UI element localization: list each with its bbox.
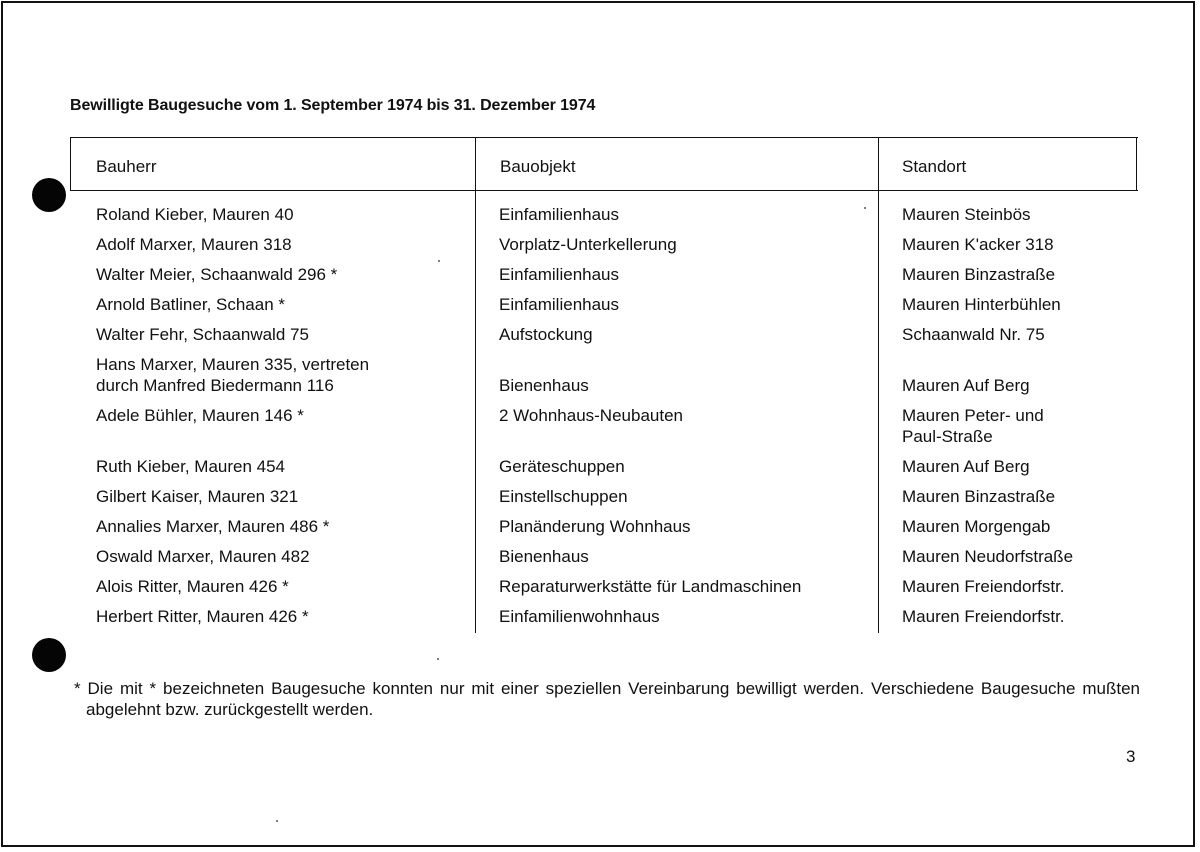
cell-bauherr: Roland Kieber, Mauren 40 bbox=[96, 205, 294, 224]
table-left-rule bbox=[70, 137, 71, 190]
table-row bbox=[70, 546, 1138, 567]
scan-speck bbox=[276, 820, 278, 822]
cell-bauobjekt: 2 Wohnhaus-Neubauten bbox=[499, 406, 683, 425]
cell-standort: Mauren Binzastraße bbox=[902, 265, 1056, 284]
cell-standort: Mauren Hinterbühlen bbox=[902, 295, 1061, 314]
cell-bauobjekt: Einfamilienhaus bbox=[499, 265, 620, 284]
cell-bauobjekt: Aufstockung bbox=[499, 325, 593, 344]
cell-bauherr: Arnold Batliner, Schaan * bbox=[96, 295, 286, 314]
table-row bbox=[70, 324, 1138, 345]
column-header-bauherr: Bauherr bbox=[96, 157, 157, 176]
cell-bauobjekt: Bienenhaus bbox=[499, 547, 589, 566]
cell-standort: Mauren Steinbös bbox=[902, 205, 1031, 224]
column-header-bauobjekt: Bauobjekt bbox=[500, 157, 576, 176]
table-row bbox=[70, 294, 1138, 315]
cell-bauherr: Adele Bühler, Mauren 146 * bbox=[96, 406, 304, 425]
table-row bbox=[70, 486, 1138, 507]
table-header-rule bbox=[70, 190, 1138, 191]
punch-hole-bottom bbox=[32, 638, 66, 672]
scan-speck bbox=[437, 658, 439, 660]
table-body bbox=[70, 204, 1138, 636]
cell-standort: Schaanwald Nr. 75 bbox=[902, 325, 1045, 344]
table-row bbox=[70, 456, 1138, 477]
cell-bauherr: Herbert Ritter, Mauren 426 * bbox=[96, 607, 309, 626]
table-row bbox=[70, 234, 1138, 255]
table-row bbox=[70, 405, 1138, 447]
cell-bauherr: Adolf Marxer, Mauren 318 bbox=[96, 235, 292, 254]
cell-bauobjekt: Vorplatz-Unterkellerung bbox=[499, 235, 677, 254]
cell-bauherr: Walter Fehr, Schaanwald 75 bbox=[96, 325, 309, 344]
table-row bbox=[70, 204, 1138, 225]
table-row bbox=[70, 576, 1138, 597]
cell-bauobjekt: Reparaturwerkstätte für Landmaschinen bbox=[499, 577, 802, 596]
cell-bauobjekt: Einfamilienhaus bbox=[499, 295, 620, 314]
cell-bauherr: Gilbert Kaiser, Mauren 321 bbox=[96, 487, 299, 506]
page-number: 3 bbox=[1126, 747, 1136, 766]
cell-standort: Mauren Binzastraße bbox=[902, 487, 1056, 506]
cell-standort: Mauren Auf Berg bbox=[902, 376, 1030, 395]
cell-bauobjekt: Einfamilienwohnhaus bbox=[499, 607, 660, 626]
cell-bauobjekt: Bienenhaus bbox=[499, 376, 589, 395]
table-row bbox=[70, 354, 1138, 396]
cell-bauobjekt: Einfamilienhaus bbox=[499, 205, 620, 224]
cell-bauherr: Hans Marxer, Mauren 335, vertreten durch Manfred Biedermann 116 bbox=[96, 355, 370, 395]
cell-standort: Mauren Auf Berg bbox=[902, 457, 1030, 476]
footnote: * Die mit * bezeichneten Baugesuche konnten nur mit einer speziellen Vereinbarung bewilligt werden. Verschiedene Baugesuche mußten abgelehnt bzw. zurückgestellt werden. bbox=[74, 679, 1140, 719]
cell-bauherr: Oswald Marxer, Mauren 482 bbox=[96, 547, 310, 566]
cell-bauobjekt: Einstellschuppen bbox=[499, 487, 628, 506]
table-top-rule bbox=[70, 137, 1138, 138]
table-row bbox=[70, 516, 1138, 537]
cell-standort: Mauren Freiendorfstr. bbox=[902, 607, 1065, 626]
cell-standort: Mauren K'acker 318 bbox=[902, 235, 1054, 254]
cell-standort: Mauren Morgengab bbox=[902, 517, 1051, 536]
table-row bbox=[70, 264, 1138, 285]
cell-standort: Mauren Neudorfstraße bbox=[902, 547, 1074, 566]
column-header-standort: Standort bbox=[902, 157, 967, 176]
cell-standort: Mauren Peter- und Paul-Straße bbox=[902, 406, 1044, 446]
cell-standort: Mauren Freiendorfstr. bbox=[902, 577, 1065, 596]
cell-bauherr: Ruth Kieber, Mauren 454 bbox=[96, 457, 286, 476]
cell-bauobjekt: Geräteschuppen bbox=[499, 457, 625, 476]
permits-table bbox=[70, 137, 1138, 633]
cell-bauherr: Alois Ritter, Mauren 426 * bbox=[96, 577, 289, 596]
table-row bbox=[70, 606, 1138, 627]
punch-hole-top bbox=[32, 178, 66, 212]
cell-bauobjekt: Planänderung Wohnhaus bbox=[499, 517, 691, 536]
cell-bauherr: Annalies Marxer, Mauren 486 * bbox=[96, 517, 330, 536]
cell-bauherr: Walter Meier, Schaanwald 296 * bbox=[96, 265, 338, 284]
table-right-rule bbox=[1136, 137, 1137, 190]
document-title: Bewilligte Baugesuche vom 1. September 1974 bis 31. Dezember 1974 bbox=[70, 97, 596, 114]
